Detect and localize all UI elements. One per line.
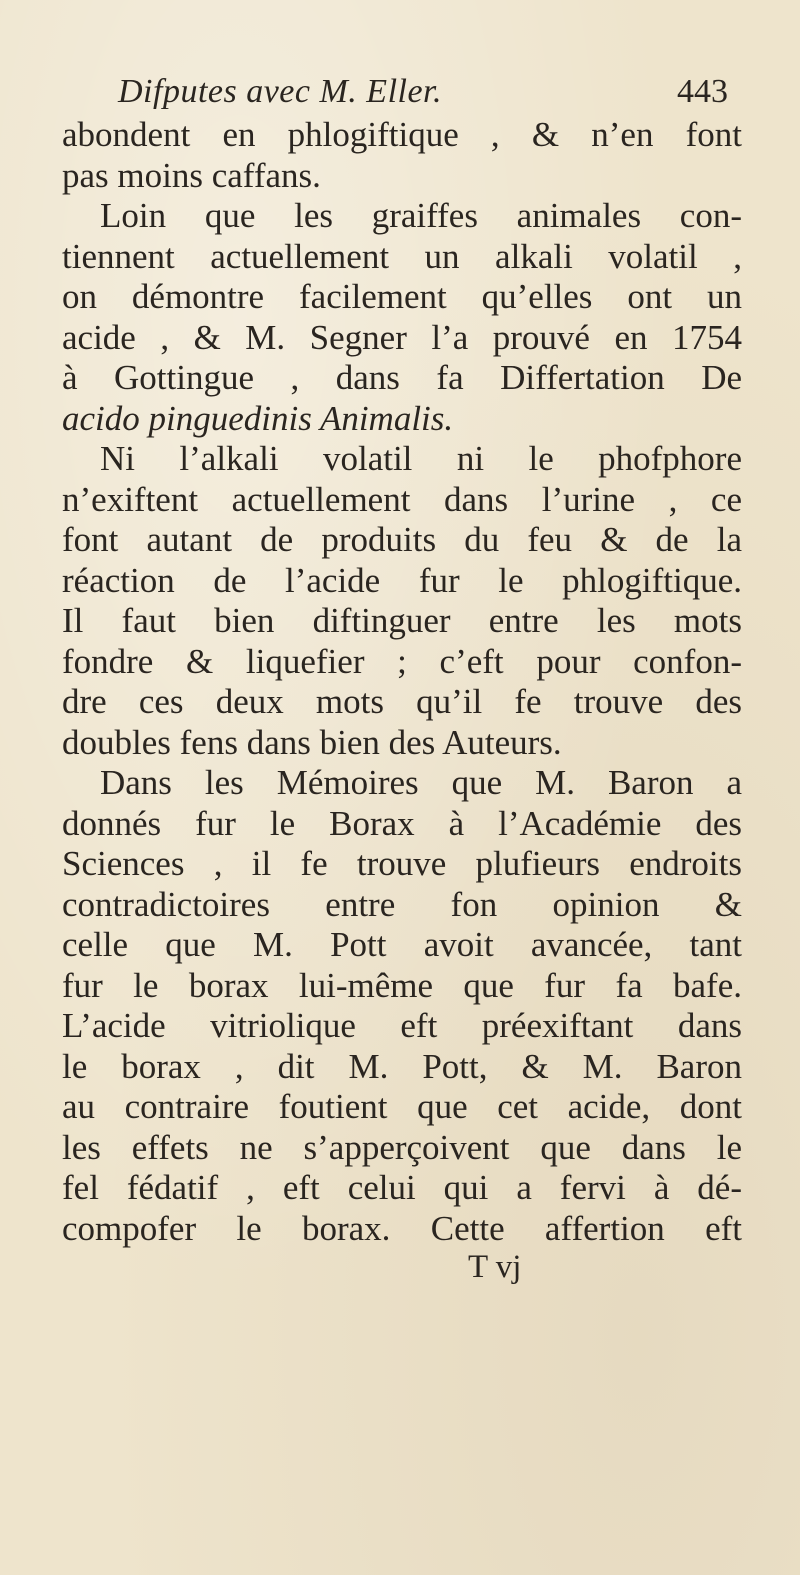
text-line: réaction de l’acide fur le phlogiftique. <box>62 560 742 600</box>
page-number: 443 <box>677 73 728 110</box>
paragraph-first-line: Loin que les graiffes animales con- <box>100 196 742 235</box>
text-line: font autant de produits du feu & de la <box>62 520 742 559</box>
text-line: Il faut bien diftinguer entre les mots <box>62 601 742 640</box>
text-line: fur le borax lui-même que fur fa bafe. <box>62 965 742 1005</box>
text-line: les effets ne s’apperçoivent que dans le <box>62 1127 742 1167</box>
text-line: fel fédatif , eft celui qui a fervi à dé- <box>62 1168 742 1207</box>
running-title: Difputes avec M. Eller. <box>118 73 443 110</box>
text-line: donnés fur le Borax à l’Académie des <box>62 803 742 843</box>
text-line: Sciences , il fe trouve plufieurs endroits <box>62 844 742 883</box>
text-line: on démontre facilement qu’elles ont un <box>62 277 742 316</box>
running-head <box>118 70 728 114</box>
text-line: L’acide vitriolique eft préexiftant dans <box>62 1006 742 1045</box>
text-line: au contraire foutient que cet acide, dont <box>62 1087 742 1126</box>
text-line: le borax , dit M. Pott, & M. Baron <box>62 1046 742 1086</box>
paragraph-first-line: Dans les Mémoires que M. Baron a <box>100 763 742 802</box>
text-line: tiennent actuellement un alkali volatil , <box>62 236 742 276</box>
text-line: abondent en phlogiftique , & n’en font <box>62 115 742 154</box>
text-line: n’exiftent actuellement dans l’urine , ce <box>62 479 742 519</box>
text-line: contradictoires entre fon opinion & <box>62 884 742 924</box>
text-line: acide , & M. Segner l’a prouvé en 1754 <box>62 317 742 357</box>
text-line: fondre & liquefier ; c’eft pour confon- <box>62 641 742 681</box>
text-line: celle que M. Pott avoit avancée, tant <box>62 925 742 964</box>
text-line: à Gottingue , dans fa Differtation De <box>62 358 742 397</box>
text-line: dre ces deux mots qu’il fe trouve des <box>62 682 742 721</box>
italic-title-line: acido pinguedinis Animalis. <box>62 398 454 438</box>
text-line: doubles fens dans bien des Auteurs. <box>62 722 562 762</box>
body-text <box>62 115 742 1249</box>
text-line: pas moins caffans. <box>62 155 321 195</box>
paragraph-first-line: Ni l’alkali volatil ni le phofphore <box>100 439 742 478</box>
text-line: compofer le borax. Cette affertion eft <box>62 1208 742 1248</box>
signature-mark: T vj <box>468 1249 522 1285</box>
